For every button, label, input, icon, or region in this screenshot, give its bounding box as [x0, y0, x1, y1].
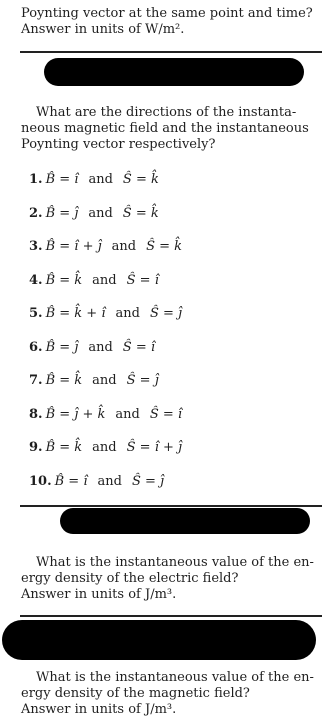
option-s-direction: Ŝ = î: [126, 272, 159, 288]
answer-prefix: Answer in units of: [21, 22, 141, 37]
question-line-1: What are the directions of the instanta-: [36, 105, 297, 120]
option-and: and: [88, 172, 113, 187]
option-number: 1.: [29, 172, 43, 187]
answer-option[interactable]: [29, 273, 159, 289]
option-b-direction: B̂ = î + ĵ: [45, 239, 102, 254]
option-s-direction: Ŝ = ĵ: [131, 473, 165, 489]
option-b-direction: B̂ = k̂: [45, 272, 83, 288]
answer-option[interactable]: [29, 306, 182, 322]
answer-option[interactable]: [29, 373, 159, 389]
option-and: and: [115, 306, 140, 321]
option-b-direction: B̂ = î: [54, 473, 88, 489]
prev-answer-units: [21, 22, 184, 38]
option-number: 3.: [29, 239, 43, 254]
option-b-direction: B̂ = ĵ: [45, 205, 79, 221]
magnetic-question-line-1: What is the instantaneous value of the en-: [36, 670, 314, 685]
option-and: and: [92, 440, 117, 455]
option-b-direction: B̂ = k̂ + î: [45, 306, 106, 321]
answer-option[interactable]: [29, 340, 155, 356]
option-s-direction: Ŝ = î: [122, 339, 156, 355]
question-divider: [20, 51, 322, 53]
magnetic-answer-units: [21, 702, 176, 718]
option-and: and: [111, 239, 137, 254]
option-s-direction: Ŝ = k̂: [122, 172, 159, 187]
option-number: 8.: [29, 406, 43, 422]
option-b-direction: B̂ = ĵ + k̂: [45, 406, 106, 422]
option-number: 2.: [29, 205, 43, 221]
question-line-2: neous magnetic field and the instantaneous: [21, 121, 309, 136]
answer-option[interactable]: [29, 239, 182, 255]
option-b-direction: B̂ = k̂: [45, 440, 83, 455]
option-and: and: [88, 205, 113, 221]
option-and: and: [97, 473, 122, 489]
question-line-3: Poynting vector respectively?: [21, 137, 216, 152]
answer-unit: W/m².: [144, 22, 185, 37]
option-b-direction: B̂ = î: [45, 172, 79, 187]
option-and: and: [92, 272, 117, 288]
option-s-direction: Ŝ = k̂: [146, 239, 183, 254]
answer-option[interactable]: [29, 206, 159, 222]
answer-unit: J/m³.: [144, 702, 177, 717]
answer-prefix: Answer in units of: [21, 702, 141, 717]
magnetic-question-line-2: ergy density of the magnetic field?: [21, 686, 250, 701]
option-and: and: [88, 339, 113, 355]
option-number: 9.: [29, 440, 43, 455]
option-s-direction: Ŝ = ĵ: [149, 306, 183, 321]
prev-question-line: Poynting vector at the same point and time?: [21, 6, 313, 21]
option-and: and: [115, 406, 140, 422]
question-divider: [20, 615, 322, 617]
option-s-direction: Ŝ = ĵ: [126, 373, 159, 388]
option-and: and: [92, 373, 117, 388]
redaction-mark: [44, 58, 304, 86]
answer-option[interactable]: [29, 474, 164, 490]
option-b-direction: B̂ = ĵ: [45, 339, 79, 355]
answer-prefix: Answer in units of: [21, 587, 141, 602]
electric-question-line-2: ergy density of the electric field?: [21, 571, 239, 586]
answer-option[interactable]: [29, 407, 182, 423]
answer-option[interactable]: [29, 172, 159, 188]
option-b-direction: B̂ = k̂: [45, 373, 83, 388]
electric-answer-units: [21, 587, 176, 603]
redaction-mark: [60, 508, 310, 534]
option-number: 5.: [29, 306, 43, 321]
option-number: 4.: [29, 272, 43, 288]
electric-question-line-1: What is the instantaneous value of the en-: [36, 555, 314, 570]
option-s-direction: Ŝ = k̂: [122, 205, 159, 221]
option-number: 6.: [29, 339, 43, 355]
option-number: 10.: [29, 473, 52, 489]
redaction-mark: [2, 620, 316, 660]
option-number: 7.: [29, 373, 43, 388]
option-s-direction: Ŝ = î + ĵ: [126, 440, 183, 455]
question-divider: [20, 505, 322, 507]
answer-option[interactable]: [29, 440, 182, 456]
answer-unit: J/m³.: [144, 587, 177, 602]
option-s-direction: Ŝ = î: [149, 406, 183, 422]
